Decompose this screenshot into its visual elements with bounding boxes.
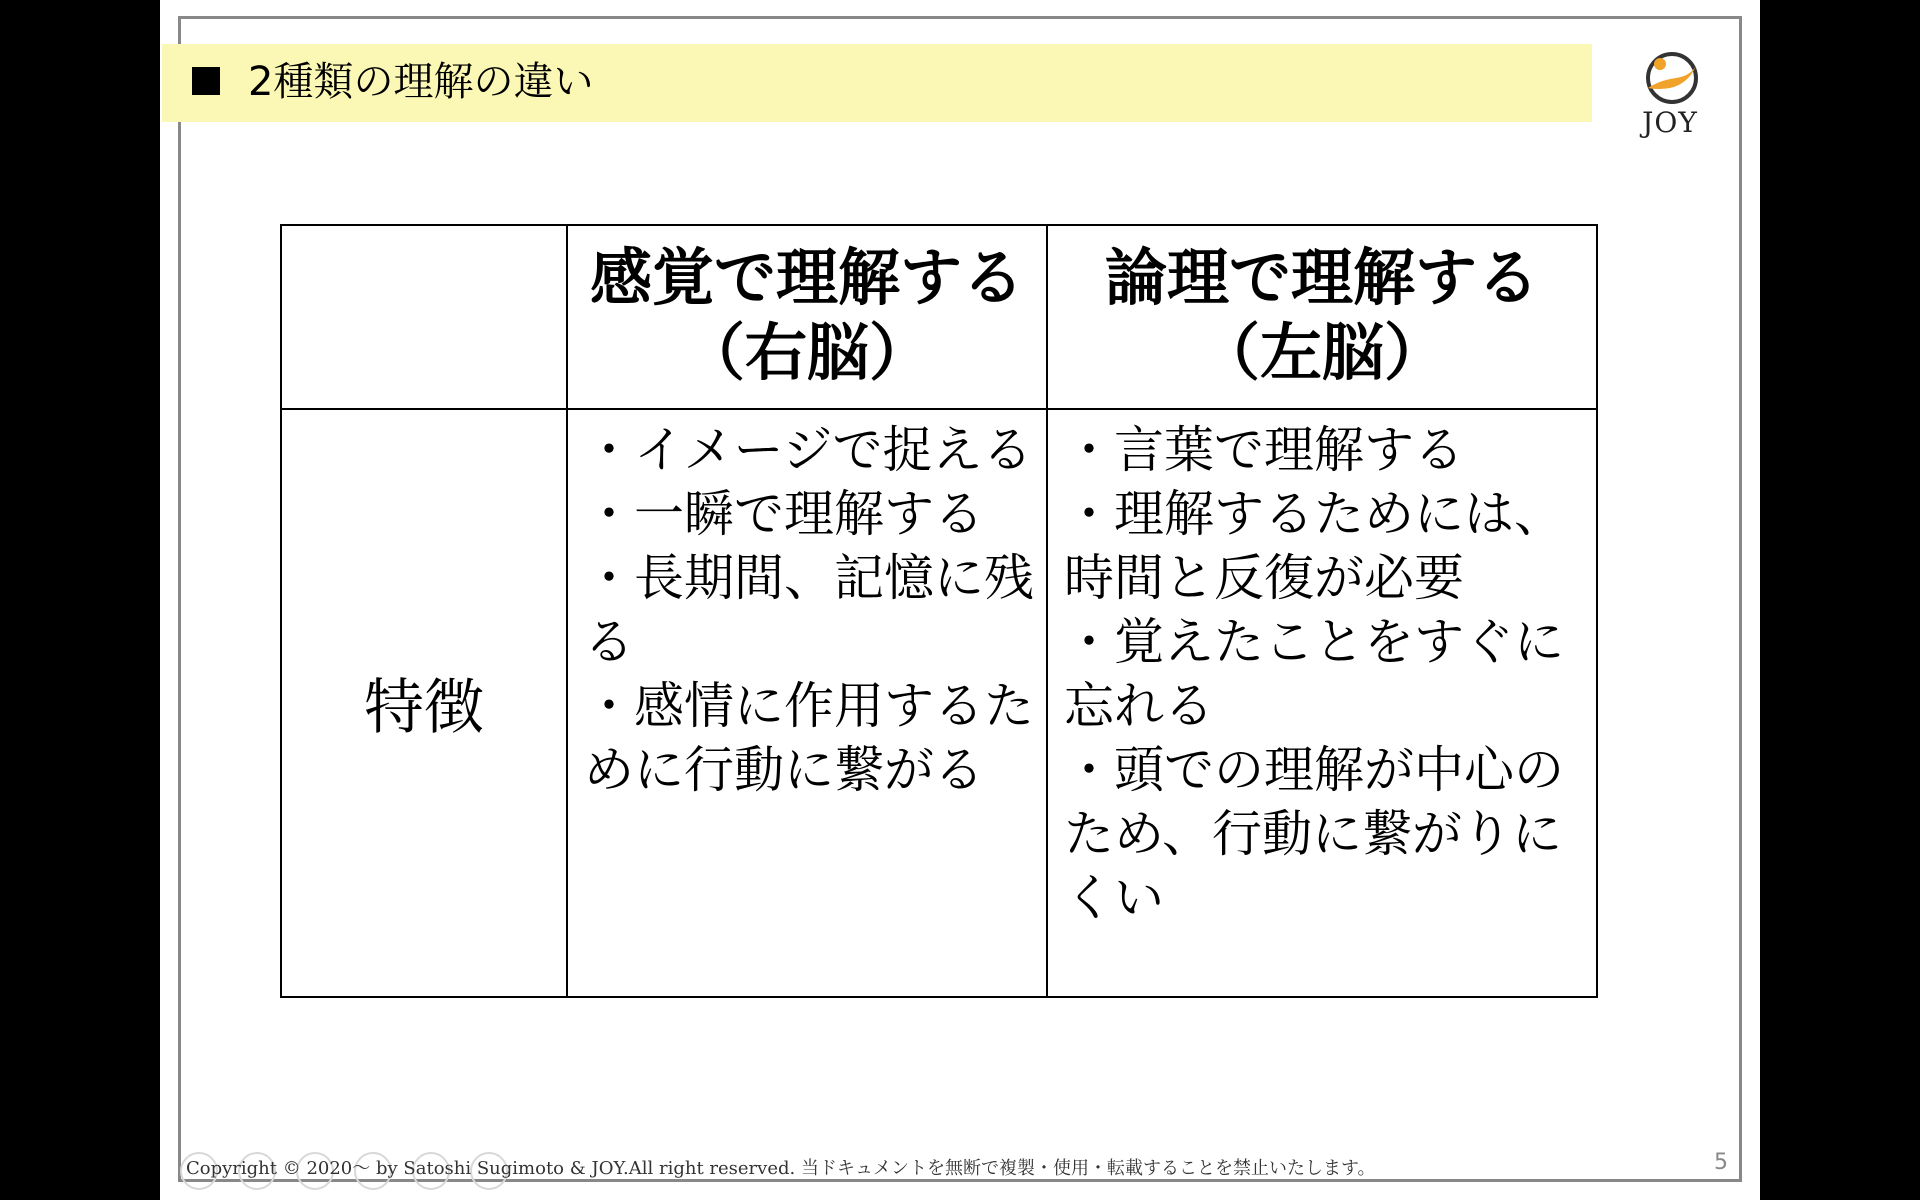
table-row [281,409,1597,997]
header-right-brain-line2: （右脳） [682,316,931,389]
list-item: ・頭での理解が中心のため、行動に繋がりにくい [1064,741,1564,927]
header-right-brain-line1: 感覚で理解する [589,241,1024,314]
right-brain-cell [567,409,1047,997]
list-item: ・長期間、記憶に残る [584,549,1034,671]
list-item: ・一瞬で理解する [584,485,984,543]
header-left-brain-line1: 論理で理解する [1104,241,1539,314]
header-right-brain [567,225,1047,409]
list-item: ・感情に作用するために行動に繋がる [584,677,1034,799]
footer-copyright: Copyright © 2020～ by Satoshi Sugimoto & JOY.All right reserved. 当ドキュメントを無断で複製・使用・転載することを禁止いたします。 [186,1158,1376,1179]
slide [160,0,1760,1200]
row-label: 特徴 [281,409,567,997]
list-item: ・言葉で理解する [1064,421,1464,479]
table-header-row [281,225,1597,409]
left-brain-cell [1047,409,1597,997]
black-square-icon [192,67,220,95]
slide-title: 2種類の理解の違い [248,59,594,105]
left-brain-list [1048,410,1596,930]
list-item: ・覚えたことをすぐに忘れる [1064,613,1564,735]
header-left-brain [1047,225,1597,409]
logo-text: JOY [1642,106,1698,139]
right-brain-list [568,410,1046,802]
page-number: 5 [1714,1150,1728,1175]
comparison-table [280,224,1598,998]
header-left-brain-line2: （左脳） [1197,316,1446,389]
list-item: ・理解するためには、時間と反復が必要 [1064,485,1564,607]
table-corner-cell [281,225,567,409]
list-item: ・イメージで捉える [584,421,1033,479]
